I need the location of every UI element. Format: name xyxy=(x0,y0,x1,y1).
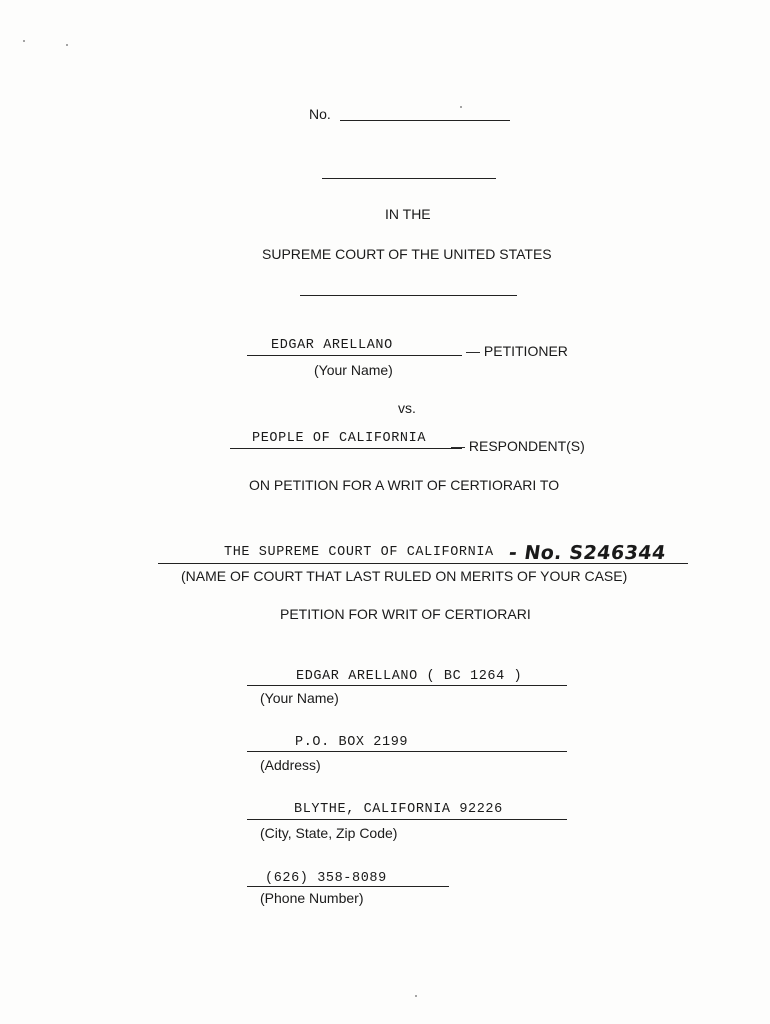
lower-court-sublabel: (NAME OF COURT THAT LAST RULED ON MERITS OF YOUR CASE) xyxy=(181,568,628,584)
contact-city-value: BLYTHE, CALIFORNIA 92226 xyxy=(294,802,503,817)
contact-address-value: P.O. BOX 2199 xyxy=(295,735,409,750)
contact-phone-value: (626) 358-8089 xyxy=(265,871,387,886)
contact-phone-line xyxy=(247,886,449,887)
respondent-name: PEOPLE OF CALIFORNIA xyxy=(252,431,427,446)
separator-line-middle xyxy=(300,295,517,296)
respondent-role: — RESPONDENT(S) xyxy=(451,438,585,454)
petitioner-line xyxy=(247,355,462,356)
contact-city-line xyxy=(247,819,567,820)
contact-name-value: EDGAR ARELLANO ( BC 1264 ) xyxy=(296,669,523,684)
lower-court-name: THE SUPREME COURT OF CALIFORNIA xyxy=(224,545,494,560)
petitioner-sublabel: (Your Name) xyxy=(314,362,393,378)
scan-speck xyxy=(66,44,68,46)
petitioner-name: EDGAR ARELLANO xyxy=(271,338,393,353)
on-petition-text: ON PETITION FOR A WRIT OF CERTIORARI TO xyxy=(249,477,560,493)
case-number-label: No. xyxy=(309,106,331,122)
petitioner-role: — PETITIONER xyxy=(466,343,568,359)
lower-court-case-number: - No. S246344 xyxy=(507,542,668,564)
contact-phone-label: (Phone Number) xyxy=(260,890,364,906)
contact-name-label: (Your Name) xyxy=(260,690,339,706)
in-the-heading: IN THE xyxy=(385,206,431,222)
case-number-line xyxy=(340,120,510,121)
scan-speck xyxy=(23,40,25,42)
respondent-line xyxy=(230,448,462,449)
petition-title: PETITION FOR WRIT OF CERTIORARI xyxy=(280,606,531,622)
court-title: SUPREME COURT OF THE UNITED STATES xyxy=(262,246,552,262)
contact-address-line xyxy=(247,751,567,752)
scan-speck xyxy=(460,106,462,108)
lower-court-line xyxy=(158,563,688,564)
contact-address-label: (Address) xyxy=(260,757,321,773)
contact-city-label: (City, State, Zip Code) xyxy=(260,825,398,841)
separator-line-top xyxy=(322,178,496,179)
contact-name-line xyxy=(247,685,567,686)
versus-label: vs. xyxy=(398,400,416,416)
scan-speck xyxy=(415,995,417,997)
